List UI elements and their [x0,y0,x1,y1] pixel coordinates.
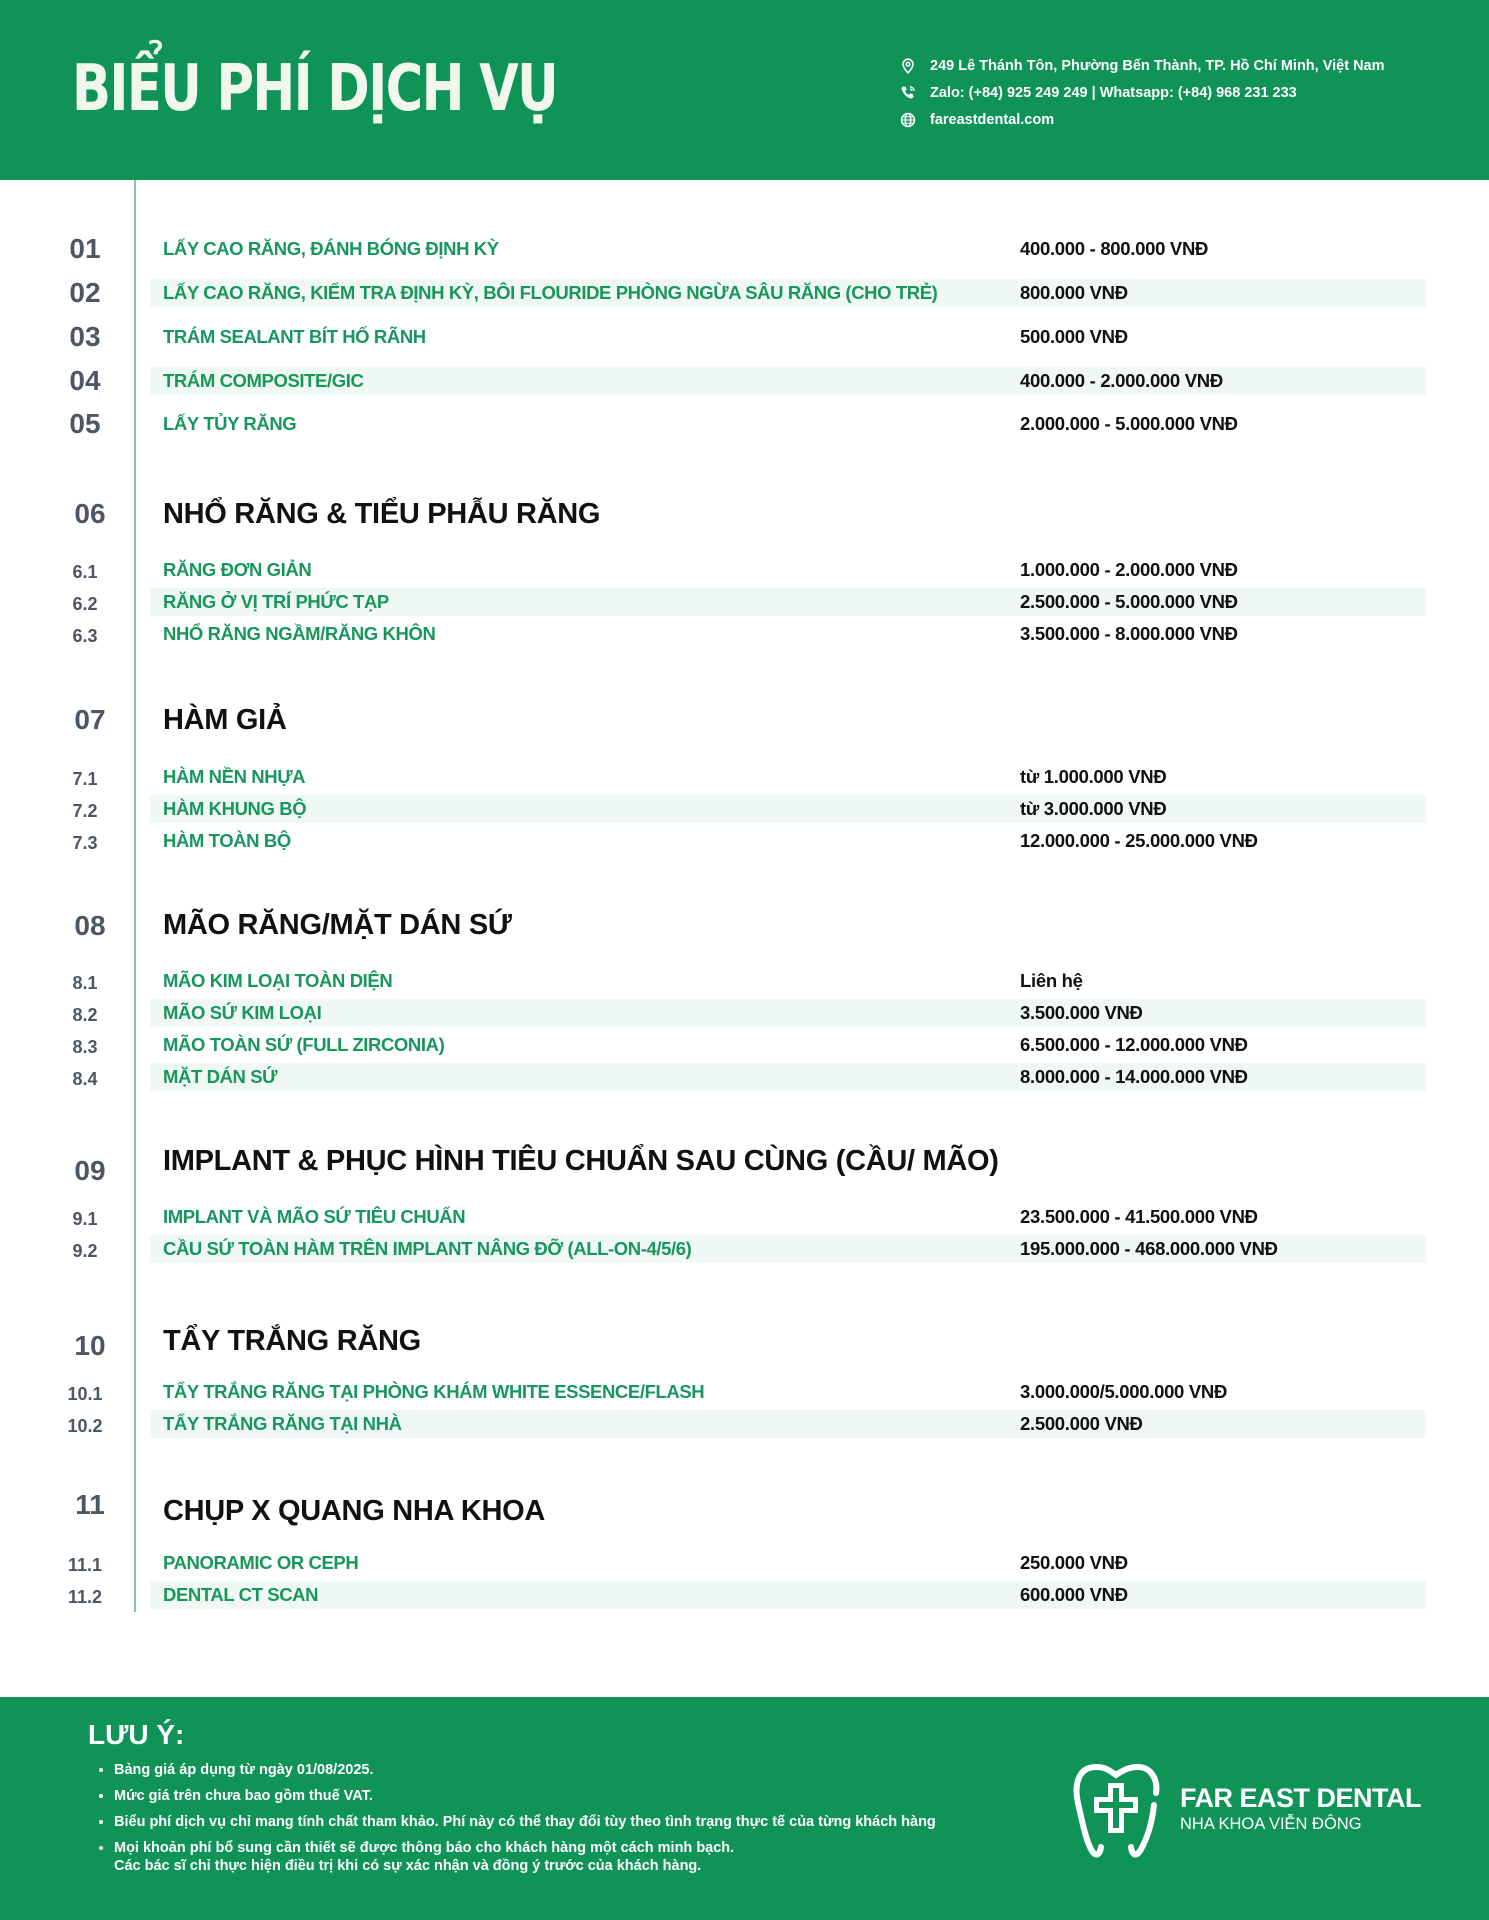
phone-row [900,79,1385,106]
page-title: BIỂU PHÍ DỊCH VỤ [72,52,558,126]
service-row [0,998,1489,1026]
service-name: TẨY TRẮNG RĂNG TẠI NHÀ [163,1413,402,1434]
section-number: 11 [75,1489,105,1520]
row-number: 11.1 [67,1555,103,1575]
service-row [0,555,1489,583]
service-price: từ 3.000.000 VNĐ [1020,798,1167,819]
service-row [0,1062,1489,1090]
service-row [0,409,1489,437]
brand-name: FAR EAST DENTAL [1180,1783,1421,1813]
row-shade [150,1581,1426,1609]
service-price: 3.000.000/5.000.000 VNĐ [1020,1381,1228,1402]
service-row [0,234,1489,262]
service-name: TRÁM SEALANT BÍT HỐ RÃNH [163,326,426,347]
brand-subtitle: NHA KHOA VIỄN ĐÔNG [1180,1815,1362,1833]
row-number: 8.1 [72,973,98,993]
service-row [0,587,1489,615]
service-price: từ 1.000.000 VNĐ [1020,766,1167,787]
service-price: 400.000 - 2.000.000 VNĐ [1020,370,1223,391]
row-number: 7.2 [72,801,98,821]
service-row [0,1377,1489,1405]
service-row [0,794,1489,822]
note-list [88,1761,936,1883]
row-number: 10.2 [67,1416,103,1436]
service-name: MÃO TOÀN SỨ (FULL ZIRCONIA) [163,1034,445,1055]
service-name: DENTAL CT SCAN [163,1584,319,1605]
section-number: 06 [74,498,106,529]
service-price: 195.000.000 - 468.000.000 VNĐ [1020,1238,1278,1259]
service-name: HÀM KHUNG BỘ [163,798,307,819]
service-price: 400.000 - 800.000 VNĐ [1020,238,1209,259]
row-number: 04 [69,365,101,396]
service-price: 500.000 VNĐ [1020,326,1128,347]
service-name: NHỔ RĂNG NGẦM/RĂNG KHÔN [163,623,436,644]
note-item: • Biểu phí dịch vụ chỉ mang tính chất tham khảo. Phí này có thể thay đổi tùy theo tình trạng thực tế của từng khách hàng [114,1813,936,1831]
service-price: 250.000 VNĐ [1020,1552,1128,1573]
service-row [0,1580,1489,1608]
service-name: PANORAMIC OR CEPH [163,1552,359,1573]
footer [0,1697,1489,1920]
section-title: NHỔ RĂNG & TIỂU PHẪU RĂNG [163,498,601,530]
service-price: 2.000.000 - 5.000.000 VNĐ [1020,413,1238,434]
service-name: MÃO SỨ KIM LOẠI [163,1002,322,1023]
service-name: MẶT DÁN SỨ [163,1066,278,1087]
service-price: 800.000 VNĐ [1020,282,1128,303]
row-number: 03 [69,321,101,352]
row-number: 7.3 [72,833,98,853]
service-price: 2.500.000 VNĐ [1020,1413,1143,1434]
service-price: 8.000.000 - 14.000.000 VNĐ [1020,1066,1248,1087]
section-title: IMPLANT & PHỤC HÌNH TIÊU CHUẨN SAU CÙNG (CẦU/ MÃO) [163,1145,999,1177]
service-price: 23.500.000 - 41.500.000 VNĐ [1020,1206,1258,1227]
contact-info [900,52,1385,133]
note-title: LƯU Ý: [88,1719,185,1750]
service-name: IMPLANT VÀ MÃO SỨ TIÊU CHUẨN [163,1206,466,1227]
service-row [0,1548,1489,1576]
service-price: 1.000.000 - 2.000.000 VNĐ [1020,559,1238,580]
website-row[interactable] [900,106,1385,133]
row-number: 6.1 [72,562,98,582]
row-shade [150,795,1426,823]
service-row [0,1409,1489,1437]
service-name: LẤY TỦY RĂNG [163,413,297,434]
service-row [0,762,1489,790]
section-number: 09 [74,1155,106,1186]
service-price: 3.500.000 - 8.000.000 VNĐ [1020,623,1238,644]
phone-icon [900,85,916,101]
section-title: HÀM GIẢ [163,704,287,736]
location-pin-icon [900,58,916,74]
row-number: 8.2 [72,1005,98,1025]
row-number: 7.1 [72,769,98,789]
service-price: 3.500.000 VNĐ [1020,1002,1143,1023]
note-item: • Mọi khoản phí bổ sung cần thiết sẽ được thông báo cho khách hàng một cách minh bạch. Các bác sĩ chỉ thực hiện điều trị khi có sự xác nhận và đồng ý trước của khách hàng. [114,1839,936,1875]
address-row [900,52,1385,79]
service-name: RĂNG Ở VỊ TRÍ PHỨC TẠP [163,591,389,612]
row-number: 10.1 [67,1384,103,1404]
service-price: 12.000.000 - 25.000.000 VNĐ [1020,830,1258,851]
service-name: LẤY CAO RĂNG, ĐÁNH BÓNG ĐỊNH KỲ [163,238,499,259]
service-name: HÀM NỀN NHỰA [163,766,306,787]
tooth-cross-logo [1066,1755,1166,1865]
row-number: 11.2 [67,1587,103,1607]
service-price: 2.500.000 - 5.000.000 VNĐ [1020,591,1238,612]
note-item: • Mức giá trên chưa bao gồm thuế VAT. [114,1787,936,1805]
row-number: 8.4 [72,1069,98,1089]
service-name: HÀM TOÀN BỘ [163,830,291,851]
globe-icon [900,112,916,128]
row-shade [150,999,1426,1027]
note-item: • Bảng giá áp dụng từ ngày 01/08/2025. [114,1761,936,1779]
row-number: 02 [69,277,101,308]
row-number: 6.3 [72,626,98,646]
service-name: TRÁM COMPOSITE/GIC [163,370,364,391]
service-row [0,278,1489,306]
address-text: 249 Lê Thánh Tôn, Phường Bến Thành, TP. Hồ Chí Minh, Việt Nam [930,57,1385,74]
service-name: TẨY TRẮNG RĂNG TẠI PHÒNG KHÁM WHITE ESSENCE/FLASH [163,1381,705,1402]
service-row [0,1234,1489,1262]
section-number: 10 [74,1330,106,1361]
section-title: MÃO RĂNG/MẶT DÁN SỨ [163,909,512,941]
service-name: RĂNG ĐƠN GIẢN [163,559,312,580]
service-name: MÃO KIM LOẠI TOÀN DIỆN [163,970,393,991]
service-price: Liên hệ [1020,970,1083,991]
row-number: 6.2 [72,594,98,614]
service-row [0,826,1489,854]
phone-text: Zalo: (+84) 925 249 249 | Whatsapp: (+84) 968 231 233 [930,84,1297,101]
service-name: CẦU SỨ TOÀN HÀM TRÊN IMPLANT NÂNG ĐỠ (ALL-ON-4/5/6) [163,1238,692,1259]
section-title: TẨY TRẮNG RĂNG [163,1325,421,1357]
service-row [0,619,1489,647]
row-number: 05 [69,408,101,439]
service-price: 600.000 VNĐ [1020,1584,1128,1605]
website-link[interactable]: fareastdental.com [930,111,1055,128]
service-price: 6.500.000 - 12.000.000 VNĐ [1020,1034,1248,1055]
section-number: 08 [74,910,106,941]
row-number: 9.1 [72,1209,98,1229]
section-number: 07 [74,704,106,735]
brand-block [1066,1755,1426,1865]
service-row [0,366,1489,394]
service-row [0,1030,1489,1058]
service-row [0,322,1489,350]
service-name: LẤY CAO RĂNG, KIỂM TRA ĐỊNH KỲ, BÔI FLOURIDE PHÒNG NGỪA SÂU RĂNG (CHO TRẺ) [163,282,938,303]
service-row [0,1202,1489,1230]
service-row [0,966,1489,994]
row-number: 01 [69,233,101,264]
header [0,0,1489,180]
section-title: CHỤP X QUANG NHA KHOA [163,1495,546,1527]
row-number: 8.3 [72,1037,98,1057]
row-number: 9.2 [72,1241,98,1261]
